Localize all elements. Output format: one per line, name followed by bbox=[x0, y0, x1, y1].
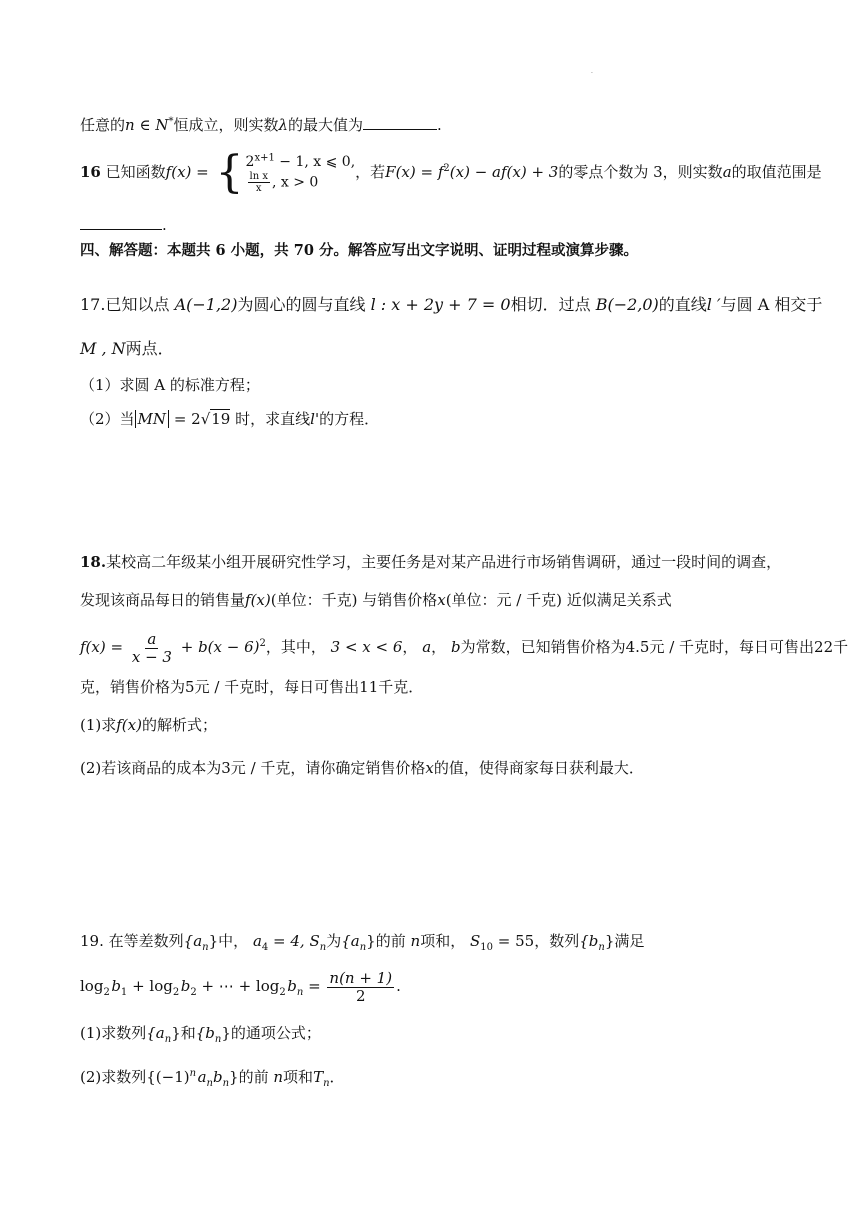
q17-part2: （2）当 MN = 2√19 时，求直线l'的方程． bbox=[80, 410, 380, 428]
fraction: $\frac{a}{x - 3}$ bbox=[131, 629, 172, 666]
question-18: 18.某校高二年级某小组开展研究性学习，主要任务是对某产品进行市场销售调研，通过一段时间的调查， bbox=[80, 553, 782, 571]
answer-blank[interactable] bbox=[363, 115, 437, 130]
q19-log-equation: $\log_2$ $b_1 + \log_2$ $b_2$ + ⋯ + $\log_2$ $b_n$ = $\frac{n(n + 1)}{2}$ . bbox=[80, 968, 401, 1005]
fraction: $\frac{n(n + 1)}{2}$ bbox=[329, 968, 393, 1005]
header-mark: · bbox=[591, 70, 593, 77]
q17-line2: M , N两点． bbox=[80, 339, 174, 358]
answer-blank[interactable] bbox=[80, 228, 162, 230]
q18-formula-line: f(x) = $\frac{a}{x - 3}$ + $b(x - 6)^2$，其中， 3 < x < 6， a， b为常数，已知销售价格为4.5元 / 千克时，每日可售出22千 bbox=[80, 629, 849, 666]
q19-part2: (2)求数列{$(-1)^n$ $a_nb_n$}的前 n项和$T_n$． bbox=[80, 1068, 345, 1089]
q15-tail: 任意的n ∈ N*恒成立，则实数λ的最大值为 . bbox=[80, 116, 442, 134]
section-title: 四、解答题：本题共 6 小题，共 70 分。解答应写出文字说明、证明过程或演算步骤。 bbox=[80, 242, 638, 259]
question-17: 17.已知以点 A(−1,2)为圆心的圆与直线 l : x + 2y + 7 = 0相切．过点 B(−2,0)的直线l ′与圆 A 相交于 bbox=[80, 295, 823, 314]
piecewise-function: { $2^{x+1} - 1$, x ⩽ 0, $\frac{\text{ln x}}{x}$ , x > 0 bbox=[215, 147, 356, 198]
q16-answer-line: . bbox=[80, 214, 167, 236]
question-number: 18. bbox=[80, 553, 107, 571]
q18-line4: 克，销售价格为5元 / 千克时，每日可售出11千克． bbox=[80, 678, 424, 696]
q17-part1: （1）求圆 A 的标准方程； bbox=[80, 376, 260, 394]
question-19: 19. 在等差数列$\{a_n\}$中， $a_4 = 4$, $S_n$为$\{a_n\}$的前 n项和， $S_{10} = 55$，数列$\{b_n\}$满足 bbox=[80, 932, 645, 953]
q18-line2: 发现该商品每日的销售量f(x)(单位：千克) 与销售价格x(单位：元 / 千克) 近似满足关系式 bbox=[80, 591, 672, 609]
q19-part1: (1)求数列$\{a_n\}$和$\{b_n\}$的通项公式； bbox=[80, 1024, 321, 1045]
q18-part2: (2)若该商品的成本为3元 / 千克，请你确定销售价格x的值，使得商家每日获利最大． bbox=[80, 759, 644, 777]
question-16: 16 已知函数f(x) = { $2^{x+1} - 1$, x ⩽ 0, $\frac{\text{ln x}}{x}$ , x > 0 ，若$F(x) = f^2(x) - af(x) + 3$的零点个数为 3，则实数a的取值范围是 bbox=[80, 147, 822, 198]
question-number: 19. bbox=[80, 932, 104, 950]
q18-part1: (1)求f(x)的解析式； bbox=[80, 716, 217, 734]
question-number: 16 bbox=[80, 163, 101, 181]
